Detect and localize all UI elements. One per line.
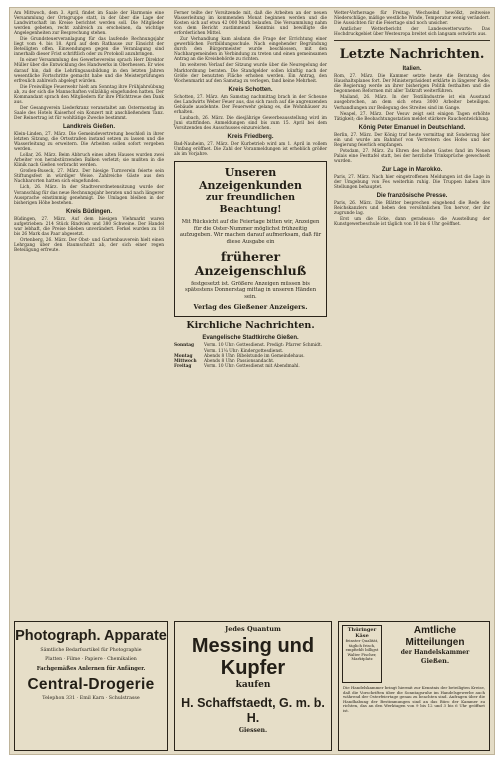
ad-line: Sämtliche Bedarfsartikel für Photographie xyxy=(40,648,142,653)
ad-company: H. Schaffstaedt, G. m. b. H. xyxy=(181,696,325,725)
schedule-day: Freitag xyxy=(174,364,192,370)
article-paragraph: Wetter-Vorhersage für Freitag: Wechselnd bewölkt, zeitweise Niederschläge, mäßige westliche Winde, Temperatur wenig verändert. Die Aussichten für die Feiertage sind noch unsicher. xyxy=(334,11,490,27)
article-paragraph: Rom, 27. März. Die Kammer setzte heute die Beratung des Haushaltsplanes fort. Der Ministerpräsident erklärte in längerer Rede, die Regierung werde an ihrer bisherigen Politik festhalten und die begonnenen Reformen mit aller Tatkraft weiterführen. xyxy=(334,74,490,95)
ad-city: Giessen. xyxy=(238,727,268,734)
notice-signature: Verlag des Gießener Anzeigers. xyxy=(193,303,308,312)
article-paragraph: Die Grundsteuerveranlagung für das laufende Rechnungsjahr liegt vom 4. bis 18. April auf dem Rathause zur Einsicht der Beteiligten offen. Einwendungen gegen die Veranlagung sind innerhalb dieser Frist schriftlich oder zu Protokoll anzubringen. xyxy=(14,37,164,58)
schedule-day: Sonntag xyxy=(174,343,194,349)
article-paragraph: Amtlicher Wetterbericht der Landeswetterwarte: Das Hochdruckgebiet über Westeuropa breitet sich langsam ostwärts aus. xyxy=(334,27,490,38)
cheese-ad-body: feinster Qualität, täglich frisch, empfiehlt billigst Walter Fischer, Marktplatz xyxy=(345,638,379,662)
church-subheading: Evangelische Stadtkirche Gießen. xyxy=(202,335,299,342)
schedule-text: Vorm. 11¼ Uhr: Kindergottesdienst. xyxy=(204,348,284,354)
column-middle xyxy=(174,11,327,370)
ad-subtitle: Fachgemäßes Anlernen für Anfänger. xyxy=(36,666,146,672)
ad-kicker: Jedes Quantum xyxy=(225,625,281,633)
section-heading: Kreis Büdingen. xyxy=(65,208,112,215)
article-paragraph: Potsdam, 27. März. Zu Ehren des hohen Gastes fand im Neuen Palais eine Festtafel statt, bei der herzliche Trinksprüche gewechselt wurden. xyxy=(334,148,490,164)
article-paragraph: Am Mittwoch, dem 3. April, findet im Saale der Harmonie eine Versammlung der Ortsgruppe statt, in der über die Lage der Landwirtschaft im Kreise berichtet werden soll. Die Mitglieder werden gebeten, recht zahlreich zu erscheinen, da wichtige Angelegenheiten zur Besprechung stehen. xyxy=(14,11,164,37)
article-paragraph: Berlin, 27. März. Der König traf heute vormittag mit Sonderzug hier ein und wurde am Bahnhof von Vertretern des Hofes und der Regierung feierlich empfangen. xyxy=(334,132,490,148)
chamber-body: Die Handelskammer bringt hiermit zur Kenntnis der beteiligten Kreise, daß die Vorschriften über die Sonntagsruhe im Handelsgewerbe auch während der Osterfeiertage genau zu beachten sind. Anfragen über die Handhabung der Bestimmungen sind an das Büro der Kammer zu richten, das an den Werktagen von 9 bis 12 und 3 bis 6 Uhr geöffnet ist. xyxy=(343,685,485,713)
schedule-row xyxy=(174,364,327,369)
section-heading: Landkreis Gießen. xyxy=(62,123,116,130)
article-paragraph: Schotten, 27. März. Am Samstag nachmittag brach in der Scheune des Landwirts Weber Feuer aus, das sich rasch auf die angrenzenden Gebäude ausdehnte. Der Feuerwehr gelang es, die Wohnhäuser zu erhalten. xyxy=(174,94,327,115)
cheese-ad xyxy=(342,625,382,683)
divider xyxy=(334,40,490,41)
advertisement-row xyxy=(14,621,490,751)
article-paragraph: Klein-Linden, 27. März. Die Gemeindevertretung beschloß in ihrer letzten Sitzung, die Ortsstraßen instand setzen zu lassen und die Wasserleitung zu erweitern. Die Arbeiten sollen sofort vergeben werden. xyxy=(14,131,164,153)
article-paragraph: Lich, 26. März. In der Stadtverordnetensitzung wurde der Voranschlag für das neue Rechnungsjahr beraten und nach längerer Aussprache einstimmig genehmigt. Die Umlagen bleiben in der bisherigen Höhe bestehen. xyxy=(14,185,164,206)
ad-shop-name: Central-Drogerie xyxy=(27,676,155,693)
ad-headline: Messing und Kupfer xyxy=(191,635,315,679)
schedule-day: Montag xyxy=(174,353,193,359)
column-right xyxy=(334,11,490,228)
schedule-text: Abends 8 Uhr: Passionsandacht. xyxy=(204,359,275,365)
schedule-day: Mittwoch xyxy=(174,359,197,365)
brass-copper-ad xyxy=(174,621,332,751)
column-left xyxy=(14,11,164,254)
ad-verb: kaufen xyxy=(235,680,271,690)
article-paragraph: Großen-Buseck, 27. März. Der hiesige Turnverein feierte sein Stiftungsfest in würdiger Weise. Zahlreiche Gäste aus den Nachbarorten hatten sich eingefunden. xyxy=(14,169,164,185)
article-paragraph: Büdingen, 27. März. Auf dem hiesigen Viehmarkt waren aufgetrieben: 214 Stück Rindvieh und 380 Schweine. Der Handel war lebhaft, die Preise blieben unverändert. Ferkel wurden zu 18 bis 26 Mark das Paar abgesetzt. xyxy=(14,216,164,237)
church-schedule xyxy=(174,343,327,369)
section-heading: Die französische Presse. xyxy=(376,193,448,200)
section-heading: Zur Lage in Marokko. xyxy=(381,166,443,173)
article-paragraph: Bad-Nauheim, 27. März. Der Kurbetrieb wird am 1. April in vollem Umfang eröffnet. Die Zahl der Voranmeldungen ist erheblich größer als im Vorjahre. xyxy=(174,141,327,158)
church-news-heading: Kirchliche Nachrichten. xyxy=(186,320,315,332)
article-paragraph: Zur Verhandlung kam alsdann die Frage der Errichtung einer gewerblichen Fortbildungsschule. Nach eingehender Begründung durch den Bürgermeister wurde beschlossen, mit den Nachbargemeinden in Verbindung zu treten und einen gemeinsamen Antrag an die Kreisbehörde zu richten. xyxy=(174,37,327,63)
chamber-title: Amtliche Mitteilungen xyxy=(405,625,465,648)
ad-line: Platten · Filme · Papiere · Chemikalien xyxy=(45,657,137,662)
ad-title: Photograph. Apparate xyxy=(15,628,167,644)
section-heading: Kreis Friedberg. xyxy=(227,133,274,140)
notice-body-2: festgesetzt ist. Größere Anzeigen müssen bis spätestens Donnerstag mittag in unseren Händen sein. xyxy=(184,280,317,300)
article-paragraph: Laubach, 26. März. Die diesjährige Gewerbeausstellung wird im Juni stattfinden. Anmeldungen sind bis zum 15. April bei dem Vorsitzenden des Ausschusses einzureichen. xyxy=(174,115,327,131)
latest-news-heading: Letzte Nachrichten. xyxy=(339,47,485,63)
article-paragraph: Im weiteren Verlauf der Sitzung wurde über die Neuregelung der Marktordnung beraten. Die Standgelder sollen künftig nach der Größe der benutzten Fläche erhoben werden. Ein Antrag, den Wochenmarkt auf den Samstag zu verlegen, fand keine Mehrheit. xyxy=(174,63,327,84)
article-paragraph: Erst um die Ecke, dann geradeaus: die Ausstellung der Kunstgewerbeschule ist täglich von 10 bis 6 Uhr geöffnet. xyxy=(334,217,490,228)
article-paragraph: In einer Versammlung des Gewerbevereins sprach Herr Direktor Müller über die Entwicklung des Handwerks in Oberhessen. Er wies darauf hin, daß die Lehrlingsausbildung in den letzten Jahren wesentliche Fortschritte gemacht habe und die Meisterprüfungen erfreulich zahlreich abgelegt würden. xyxy=(14,58,164,84)
article-paragraph: Paris, 27. März. Nach hier eingetroffenen Meldungen ist die Lage in der Umgebung von Fes weiterhin ruhig. Die Truppen haben ihre Stellungen behauptet. xyxy=(334,174,490,191)
schedule-text: Vorm. 10 Uhr: Gottesdienst mit Abendmahl. xyxy=(204,364,300,370)
advertiser-notice-box xyxy=(174,161,327,317)
notice-emphasis: früherer Anzeigenschluß xyxy=(194,248,307,278)
article-paragraph: Neapel, 27. März. Der Vesuv zeigt seit einigen Tagen erhöhte Tätigkeit; die Beobachtungsstation meldet stärkere Rauchentwicklung. xyxy=(334,111,490,122)
chamber-heading xyxy=(385,625,485,665)
notice-subtitle: zur freundlichen Beachtung! xyxy=(205,192,296,216)
ad-footer: Telephon 331 · Emil Karn · Schulstrasse xyxy=(42,696,140,701)
newspaper-page xyxy=(9,7,495,755)
notice-body: Mit Rücksicht auf die Feiertage bitten wir, Anzeigen für die Oster-Nummer möglichst frühzeitig aufzugeben. Wir machen darauf aufmerksam, daß für diese Ausgabe ein xyxy=(179,219,322,245)
section-heading: Italien. xyxy=(402,66,422,73)
section-heading: Kreis Schotten. xyxy=(228,86,273,93)
chamber-of-commerce-notice xyxy=(338,621,490,751)
schedule-text: Abends 8 Uhr: Bibelstunde im Gemeindehaus. xyxy=(204,353,305,359)
chamber-city: Gießen. xyxy=(420,657,450,665)
schedule-text: Vorm. 10 Uhr: Gottesdienst. Predigt: Pfarrer Schmidt. xyxy=(204,343,322,349)
chamber-subtitle: der Handelskammer xyxy=(400,649,470,656)
article-paragraph: Die Freiwillige Feuerwehr hielt am Sonntag ihre Frühjahrsübung ab, zu der sich die Mannschaften vollzählig eingefunden hatten. Der Kommandant sprach den Mitgliedern für ihre Pflichttreue den Dank aus. xyxy=(14,84,164,105)
photo-apparatus-ad xyxy=(14,621,168,751)
cheese-ad-title: Thüringer Käse xyxy=(347,627,377,639)
article-paragraph: Mailand, 26. März. In der Textilindustrie ist ein Ausstand ausgebrochen, an dem sich etwa 3000 Arbeiter beteiligen. Verhandlungen zur Beilegung des Streites sind im Gange. xyxy=(334,95,490,111)
article-paragraph: Ortenberg, 26. März. Der Obst- und Gartenbauverein hielt einen Lehrgang über den Baumschnitt ab, der sich einer regen Beteiligung erfreute. xyxy=(14,237,164,253)
article-paragraph: Paris, 26. März. Die Blätter besprechen eingehend die Rede des Reichskanzlers und heben den versöhnlichen Ton hervor, der ihr zugrunde lag. xyxy=(334,201,490,217)
notice-title: Unseren Anzeigenkunden xyxy=(199,166,302,193)
article-paragraph: Ferner teilte der Vorsitzende mit, daß die Arbeiten an der neuen Wasserleitung im kommenden Monat beginnen werden und die Kosten sich auf etwa 42 000 Mark belaufen. Die Versammlung nahm von dem Bericht zustimmend Kenntnis und bewilligte die erforderlichen Mittel. xyxy=(174,11,327,37)
article-paragraph: Der Gesangverein Liederkranz veranstaltet am Ostermontag im Saale des Hotels Kaiserhof ein Konzert mit anschließendem Tanz. Der Reinertrag ist für wohltätige Zwecke bestimmt. xyxy=(14,105,164,121)
article-paragraph: Lollar, 26. März. Beim Abbruch eines alten Hauses wurden zwei Arbeiter von herabstürzenden Balken verletzt; sie mußten in die Klinik nach Gießen verbracht werden. xyxy=(14,153,164,169)
section-heading: König Peter Emanuel in Deutschland. xyxy=(358,124,466,131)
